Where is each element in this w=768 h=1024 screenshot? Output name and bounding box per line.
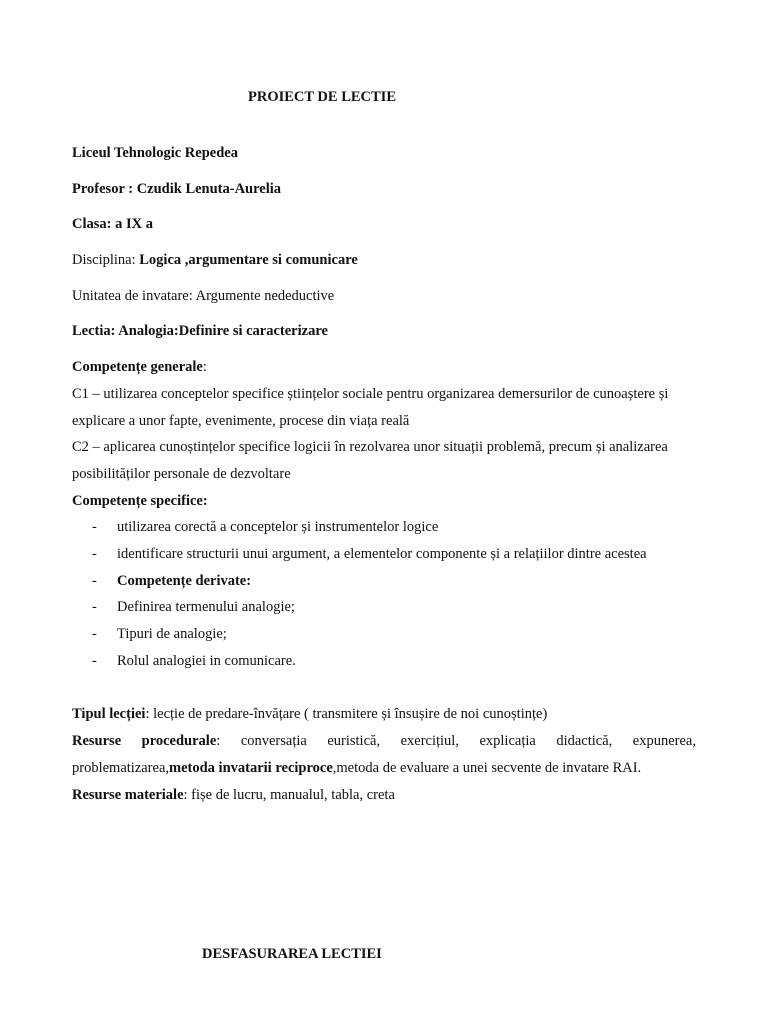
procedural-resources-line1 <box>72 732 696 750</box>
lesson-title: Lectia: Analogia:Definire si caracterizare <box>72 323 328 339</box>
lesson-type-value: : lecție de predare-învățare ( transmitere și însușire de noi cunoștințe) <box>145 706 548 722</box>
school-name: Liceul Tehnologic Repedea <box>72 145 238 161</box>
learning-unit: Unitatea de invatare: Argumente nedeductive <box>72 288 335 304</box>
material-resources-line <box>72 786 395 804</box>
procedural-resources-list: : conversația euristică, exercițiul, explicația didactică, expunerea, <box>216 733 696 749</box>
list-bullet: - <box>92 653 97 669</box>
discipline-label: Disciplina: <box>72 252 140 268</box>
specific-competences-heading: Competențe specifice: <box>72 493 208 509</box>
procedural-resources-end: ,metoda de evaluare a unei secvente de invatare RAI. <box>332 760 642 776</box>
procedural-resources-line2 <box>72 759 641 777</box>
list-bullet: - <box>92 573 97 589</box>
competence-c1-line1: C1 – utilizarea conceptelor specifice științelor sociale pentru organizarea demersurilor de cunoaștere și <box>72 386 669 402</box>
discipline-value: Logica ,argumentare si comunicare <box>139 252 358 268</box>
list-bullet: - <box>92 626 97 642</box>
lesson-type-line <box>72 705 547 723</box>
derived-competences-heading: Competențe derivate: <box>117 573 252 589</box>
derived-competence-item: Definirea termenului analogie; <box>117 599 295 615</box>
competence-c2-line1: C2 – aplicarea cunoștințelor specifice logicii în rezolvarea unor situații problemă, precum și analizarea <box>72 439 668 455</box>
discipline-line <box>72 251 358 269</box>
competence-c2-line2: posibilităților personale de dezvoltare <box>72 466 291 482</box>
specific-competence-item: identificare structurii unui argument, a elementelor componente și a relațiilor dintre acestea <box>117 546 647 562</box>
derived-competence-item: Rolul analogiei in comunicare. <box>117 653 296 669</box>
procedural-resources-label: Resurse procedurale <box>72 733 217 749</box>
material-resources-value: : fișe de lucru, manualul, tabla, creta <box>183 787 395 803</box>
document-title: PROIECT DE LECTIE <box>248 89 396 105</box>
general-competences-heading: Competențe generale <box>72 359 203 375</box>
derived-competence-item: Tipuri de analogie; <box>117 626 227 642</box>
lesson-flow-title: DESFASURAREA LECTIEI <box>202 946 382 962</box>
lesson-type-label: Tipul lecției <box>72 706 146 722</box>
general-competences-colon: : <box>202 359 207 375</box>
specific-competence-item: utilizarea corectă a conceptelor și instrumentelor logice <box>117 519 439 535</box>
competence-c1-line2: explicare a unor fapte, evenimente, procese din viața reală <box>72 413 410 429</box>
class-info: Clasa: a IX a <box>72 216 153 232</box>
teacher-name: Profesor : Czudik Lenuta-Aurelia <box>72 181 282 197</box>
list-bullet: - <box>92 519 97 535</box>
list-bullet: - <box>92 546 97 562</box>
material-resources-label: Resurse materiale <box>72 787 184 803</box>
general-competences-heading-line <box>72 358 207 376</box>
procedural-resources-start: problematizarea, <box>72 760 170 776</box>
list-bullet: - <box>92 599 97 615</box>
procedural-resources-method: metoda invatarii reciproce <box>169 760 333 776</box>
